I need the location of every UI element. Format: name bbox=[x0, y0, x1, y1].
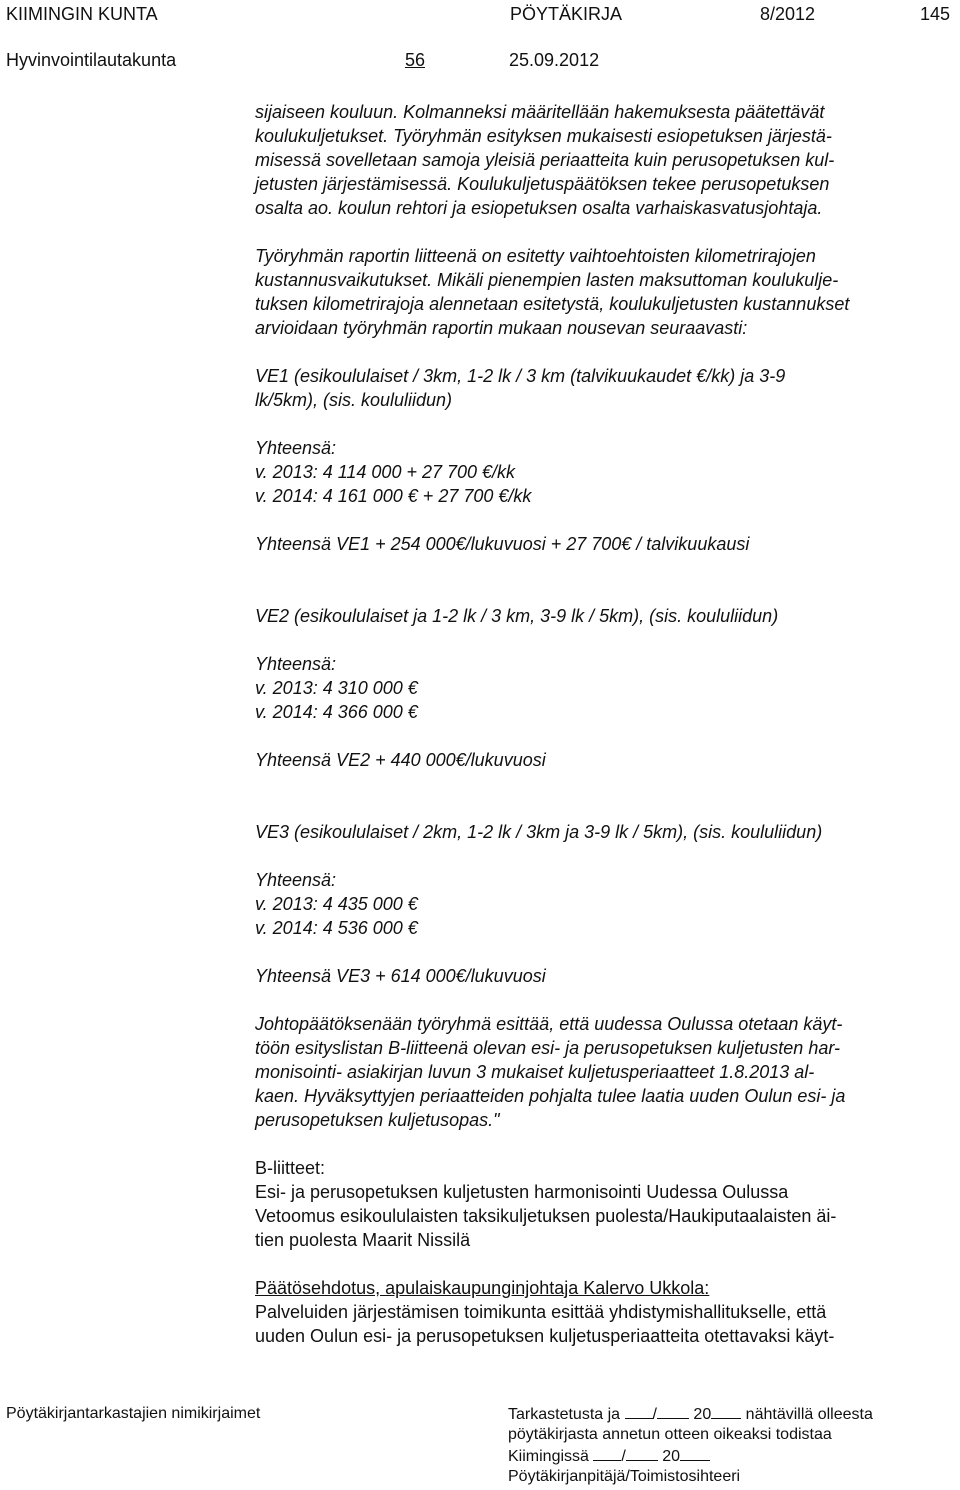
attachment-item: tien puolesta Maarit Nissilä bbox=[255, 1230, 471, 1250]
header-body: Hyvinvointilautakunta bbox=[6, 50, 177, 70]
header-section: 56 bbox=[404, 50, 425, 70]
footer-text: nähtävillä olleesta bbox=[745, 1406, 873, 1423]
text-line: koulukuljetukset. Työryhmän esityksen mukaisesti esiopetuksen järjestä- bbox=[255, 126, 832, 146]
footer-text: 20 bbox=[662, 1448, 681, 1465]
attachments bbox=[255, 1156, 955, 1252]
header-page-number: 145 bbox=[920, 4, 951, 24]
text-line: perusopetuksen kuljetusopas." bbox=[255, 1110, 500, 1130]
text-line: kaen. Hyväksyttyjen periaatteiden pohjalta tulee laatia uuden Oulun esi- ja bbox=[255, 1086, 846, 1106]
totals-label: Yhteensä: bbox=[255, 438, 337, 458]
paragraph-1 bbox=[255, 100, 955, 220]
blank-field bbox=[711, 1404, 741, 1419]
paragraph-conclusion bbox=[255, 1012, 955, 1132]
totals-label: Yhteensä: bbox=[255, 870, 337, 890]
text-line: tuksen kilometrirajoja alennetaan esitetystä, koulukuljetusten kustannukset bbox=[255, 294, 850, 314]
blank-field bbox=[625, 1404, 653, 1419]
total-2014: v. 2014: 4 161 000 € + 27 700 €/kk bbox=[255, 486, 532, 506]
total-2014: v. 2014: 4 366 000 € bbox=[255, 702, 418, 722]
option-title: VE1 (esikoululaiset / 3km, 1-2 lk / 3 km (talvikuukaudet €/kk) ja 3-9 bbox=[255, 366, 786, 386]
text-line: Palveluiden järjestämisen toimikunta esittää yhdistymishallitukselle, että bbox=[255, 1302, 827, 1322]
text-line: arvioidaan työryhmän raportin mukaan nousevan seuraavasti: bbox=[255, 318, 748, 338]
text-line: monisointi- asiakirjan luvun 3 mukaiset kuljetusperiaatteet 1.8.2013 al- bbox=[255, 1062, 815, 1082]
blank-field bbox=[593, 1446, 621, 1461]
header-org: KIIMINGIN KUNTA bbox=[6, 4, 158, 24]
text-line: Johtopäätöksenään työryhmä esittää, että uudessa Oulussa otetaan käyt- bbox=[255, 1014, 843, 1034]
paragraph-2 bbox=[255, 244, 955, 340]
option-title: VE3 (esikoululaiset / 2km, 1-2 lk / 3km ja 3-9 lk / 5km), (sis. koululiidun) bbox=[255, 822, 823, 842]
footer-certification bbox=[508, 1404, 873, 1425]
text-line: uuden Oulun esi- ja perusopetuksen kuljetusperiaatteita otettavaksi käyt- bbox=[255, 1326, 835, 1346]
attachment-item: Esi- ja perusopetuksen kuljetusten harmonisointi Uudessa Oulussa bbox=[255, 1182, 789, 1202]
blank-field bbox=[657, 1404, 689, 1419]
text-line: töön esityslistan B-liitteenä olevan esi- ja perusopetuksen kuljetusten har- bbox=[255, 1038, 840, 1058]
proposal-title: Päätösehdotus, apulaiskaupunginjohtaja Kalervo Ukkola: bbox=[255, 1278, 710, 1298]
blank-field bbox=[626, 1446, 658, 1461]
text-line: osalta ao. koulun rehtori ja esiopetuksen osalta varhaiskasvatusjohtaja. bbox=[255, 198, 823, 218]
footer-text: / bbox=[652, 1406, 657, 1423]
option-ve2 bbox=[255, 604, 955, 772]
text-line: sijaiseen kouluun. Kolmanneksi määritellään hakemuksesta päätettävät bbox=[255, 102, 825, 122]
footer-line-2: pöytäkirjasta annetun otteen oikeaksi todistaa bbox=[508, 1426, 832, 1443]
option-sum: Yhteensä VE2 + 440 000€/lukuvuosi bbox=[255, 750, 546, 770]
footer-text: Tarkastetusta ja bbox=[508, 1406, 621, 1423]
footer-text: Kiimingissä bbox=[508, 1448, 589, 1465]
totals-label: Yhteensä: bbox=[255, 654, 337, 674]
option-sum: Yhteensä VE3 + 614 000€/lukuvuosi bbox=[255, 966, 546, 986]
attachments-title: B-liitteet: bbox=[255, 1158, 326, 1178]
footer-signer: Pöytäkirjanpitäjä/Toimistosihteeri bbox=[508, 1468, 741, 1485]
option-ve3 bbox=[255, 820, 955, 988]
text-line: jetusten järjestämisessä. Koulukuljetuspäätöksen tekee perusopetuksen bbox=[255, 174, 830, 194]
header-doc-number: 8/2012 bbox=[760, 4, 816, 24]
footer-initials-label: Pöytäkirjantarkastajien nimikirjaimet bbox=[6, 1405, 261, 1422]
option-ve1 bbox=[255, 364, 955, 556]
footer-place bbox=[508, 1446, 710, 1467]
text-line: misessä sovelletaan samoja yleisiä periaatteita kuin perusopetuksen kul- bbox=[255, 150, 835, 170]
text-line: Työryhmän raportin liitteenä on esitetty vaihtoehtoisten kilometrirajojen bbox=[255, 246, 816, 266]
document-body bbox=[255, 100, 955, 1348]
footer-text: 20 bbox=[693, 1406, 712, 1423]
option-sum: Yhteensä VE1 + 254 000€/lukuvuosi + 27 700€ / talvikuukausi bbox=[255, 534, 750, 554]
header-doc-type: PÖYTÄKIRJA bbox=[510, 4, 623, 24]
total-2013: v. 2013: 4 435 000 € bbox=[255, 894, 418, 914]
header-date: 25.09.2012 bbox=[509, 50, 600, 70]
total-2014: v. 2014: 4 536 000 € bbox=[255, 918, 418, 938]
total-2013: v. 2013: 4 310 000 € bbox=[255, 678, 418, 698]
option-title: lk/5km), (sis. koululiidun) bbox=[255, 390, 453, 410]
option-title: VE2 (esikoululaiset ja 1-2 lk / 3 km, 3-9 lk / 5km), (sis. koululiidun) bbox=[255, 606, 779, 626]
total-2013: v. 2013: 4 114 000 + 27 700 €/kk bbox=[255, 462, 516, 482]
blank-field bbox=[680, 1446, 710, 1461]
attachment-item: Vetoomus esikoululaisten taksikuljetuksen puolesta/Haukiputaalaisten äi- bbox=[255, 1206, 837, 1226]
decision-proposal bbox=[255, 1276, 955, 1348]
text-line: kustannusvaikutukset. Mikäli pienempien lasten maksuttoman koulukulje- bbox=[255, 270, 839, 290]
footer-text: / bbox=[621, 1448, 626, 1465]
